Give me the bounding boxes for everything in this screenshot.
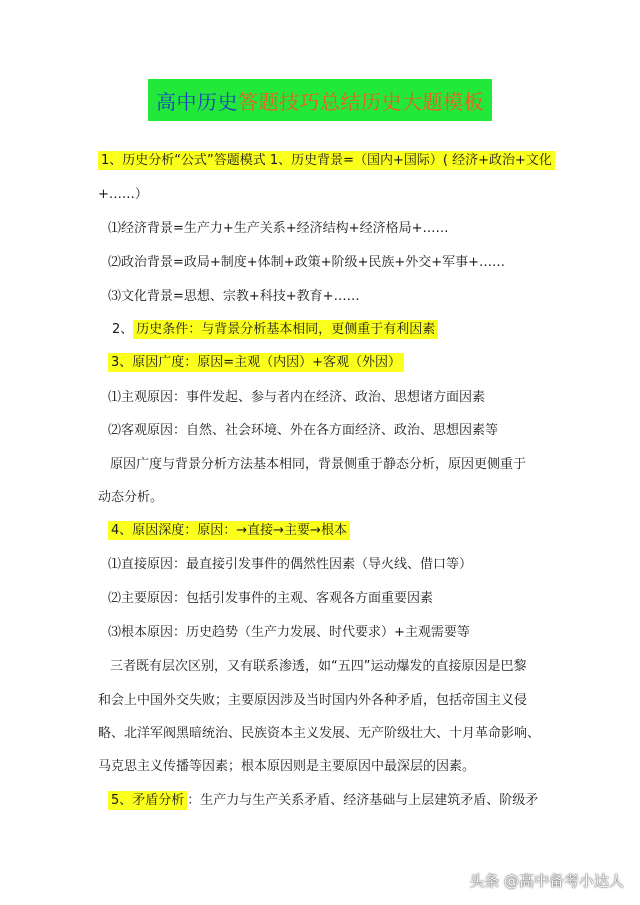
political-background: ⑵政治背景=政局+制度+体制+政策+阶级+民族+外交+军事+…… <box>108 255 506 270</box>
line-1-cont: +……） <box>98 187 148 202</box>
heading-5-contradiction-analysis: 5、矛盾分析 <box>108 791 187 810</box>
objective-cause: ⑵客观原因：自然、社会环境、外在各方面经济、政治、思想因素等 <box>108 423 499 438</box>
line-2 <box>112 319 438 341</box>
heading-1-history-formula: 1、历史分析“公式”答题模式 1、历史背景=（国内+国际）( 经济+政治+文化 <box>98 151 555 170</box>
line-4 <box>108 520 350 542</box>
economic-background: ⑴经济背景=生产力+生产关系+经济结构+经济格局+…… <box>108 221 449 236</box>
title-part-2: 答题技巧总结历史大题模板 <box>238 89 484 114</box>
heading-4-cause-depth: 4、原因深度：原因：→直接→主要→根本 <box>108 521 350 540</box>
cause-breadth-note: 原因广度与背景分析方法基本相同，背景侧重于静态分析，原因更侧重于 <box>110 457 527 472</box>
line-5 <box>108 790 538 812</box>
cause-breadth-note-cont: 动态分析。 <box>98 490 164 505</box>
main-cause: ⑵主要原因：包括引发事件的主观、客观各方面重要因素 <box>108 591 434 606</box>
heading-3-cause-breadth: 3、原因广度：原因=主观（内因）+客观（外因） <box>108 353 404 372</box>
cultural-background: ⑶文化背景=思想、宗教+科技+教育+…… <box>108 289 360 304</box>
subjective-cause: ⑴主观原因：事件发起、参与者内在经济、政治、思想诸方面因素 <box>108 390 486 405</box>
line-3 <box>108 352 404 374</box>
line-1 <box>98 150 555 172</box>
contradiction-analysis-text: ：生产力与生产关系矛盾、经济基础与上层建筑矛盾、阶级矛 <box>187 793 539 808</box>
page-title <box>148 79 492 121</box>
paragraph-line-4: 马克思主义传播等因素；根本原因则是主要原因中最深层的因素。 <box>98 759 476 774</box>
title-part-1: 高中历史 <box>156 89 238 114</box>
root-cause: ⑶根本原因：历史趋势（生产力发展、时代要求）+主观需要等 <box>108 625 470 640</box>
paragraph-line-1: 三者既有层次区别，又有联系渗透，如“五四”运动爆发的直接原因是巴黎 <box>110 659 527 674</box>
watermark: 头条 @高中备考小达人 <box>469 872 624 890</box>
paragraph-line-3: 略、北洋军阀黑暗统治、民族资本主义发展、无产阶级壮大、十月革命影响、 <box>98 726 541 741</box>
direct-cause: ⑴直接原因：最直接引发事件的偶然性因素（导火线、借口等） <box>108 557 473 572</box>
heading-2-history-conditions: 历史条件：与背景分析基本相同，更侧重于有利因素 <box>133 320 438 339</box>
heading-2-number: 2、 <box>112 322 134 337</box>
paragraph-line-2: 和会上中国外交失败；主要原因涉及当时国内外各种矛盾，包括帝国主义侵 <box>98 693 528 708</box>
